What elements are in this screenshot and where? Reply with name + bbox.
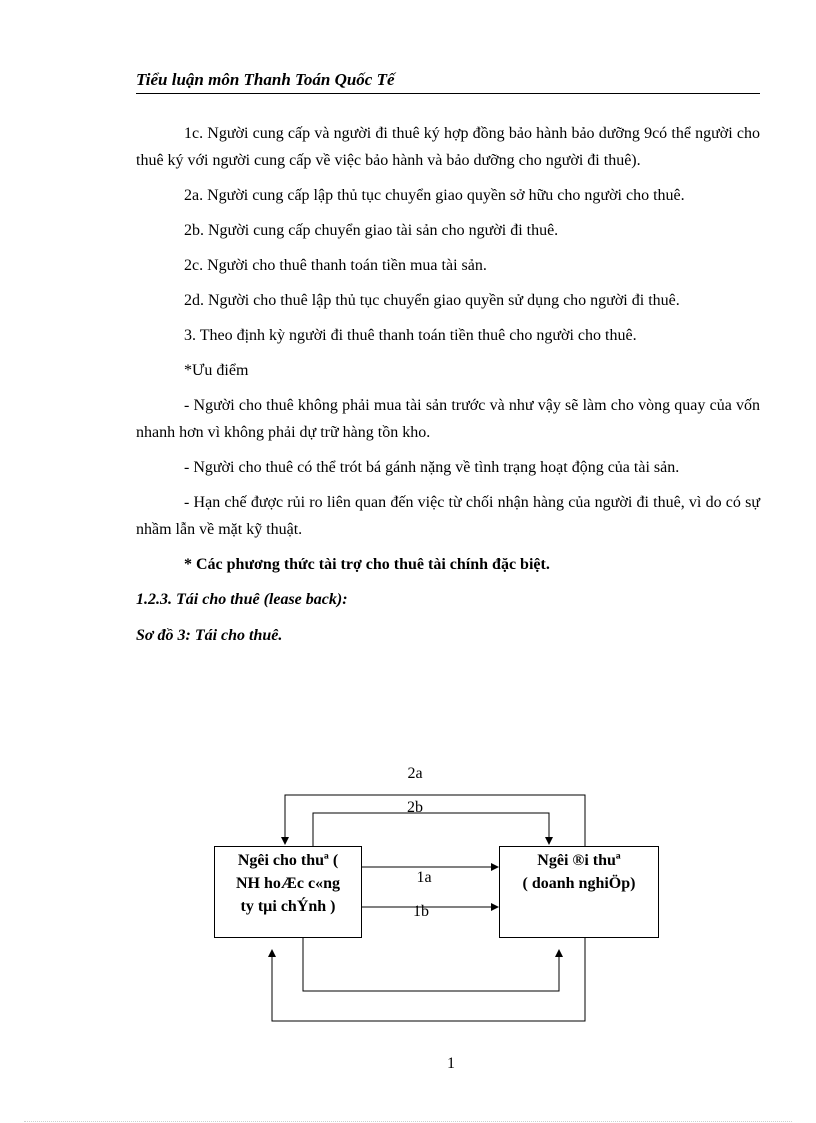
arrow-2a [285, 795, 585, 846]
advantage-1: - Người cho thuê không phải mua tài sản trước và như vậy sẽ làm cho vòng quay của vốn nhanh hơn vì không phải dự trữ hàng tồn kho. [136, 397, 760, 441]
lessee-line-1: Ngêi ®i thuª [537, 852, 621, 869]
page-number: 1 [447, 1055, 455, 1072]
paragraph-2d: 2d. Người cho thuê lập thủ tục chuyển giao quyền sử dụng cho người đi thuê. [184, 292, 680, 309]
special-methods-heading: * Các phương thức tài trợ cho thuê tài chính đặc biệt. [184, 556, 550, 573]
document-body [136, 120, 760, 658]
diagram-caption: Sơ đồ 3: Tái cho thuê. [136, 627, 283, 644]
paragraph-1c: 1c. Người cung cấp và người đi thuê ký hợp đồng bảo hành bảo dưỡng 9có thể người cho thuê ký với người cung cấp về việc bảo hành và bảo dưỡng cho người đi thuê). [136, 125, 760, 169]
section-heading: 1.2.3. Tái cho thuê (lease back): [136, 591, 348, 608]
label-2a: 2a [407, 765, 423, 782]
arrow-inner-bottom [303, 936, 559, 991]
lessor-line-2: NH hoÆc c«ng [236, 875, 340, 892]
label-2b: 2b [407, 799, 423, 816]
page-header-title: Tiểu luận môn Thanh Toán Quốc Tế [136, 70, 395, 89]
advantages-heading: *Ưu điểm [184, 362, 249, 379]
lessee-box [499, 846, 659, 938]
lessee-line-2: ( doanh nghiÖp) [522, 875, 636, 892]
advantage-3: - Hạn chế được rủi ro liên quan đến việc từ chối nhận hàng của người đi thuê, vì do có sự nhầm lẫn về mặt kỹ thuật. [136, 494, 760, 538]
label-1b: 1b [413, 903, 429, 920]
paragraph-2c: 2c. Người cho thuê thanh toán tiền mua tài sản. [184, 257, 487, 274]
paragraph-2b: 2b. Người cung cấp chuyển giao tài sản cho người đi thuê. [184, 222, 559, 239]
advantage-2: - Người cho thuê có thể trót bá gánh nặng về tình trạng hoạt động của tài sản. [184, 459, 680, 476]
label-1a: 1a [416, 869, 432, 886]
lessor-box [214, 846, 362, 938]
arrow-2b [313, 813, 549, 846]
paragraph-2a: 2a. Người cung cấp lập thủ tục chuyển giao quyền sở hữu cho người cho thuê. [184, 187, 685, 204]
lease-back-diagram [205, 763, 665, 1033]
footer-divider [24, 1121, 792, 1122]
arrow-outer-bottom [272, 936, 585, 1021]
lessor-line-1: Ngêi cho thuª ( [237, 852, 339, 869]
header-rule [136, 93, 760, 94]
paragraph-3: 3. Theo định kỳ người đi thuê thanh toán tiền thuê cho người cho thuê. [184, 327, 637, 344]
lessor-line-3: ty tµi chÝnh ) [240, 898, 336, 915]
